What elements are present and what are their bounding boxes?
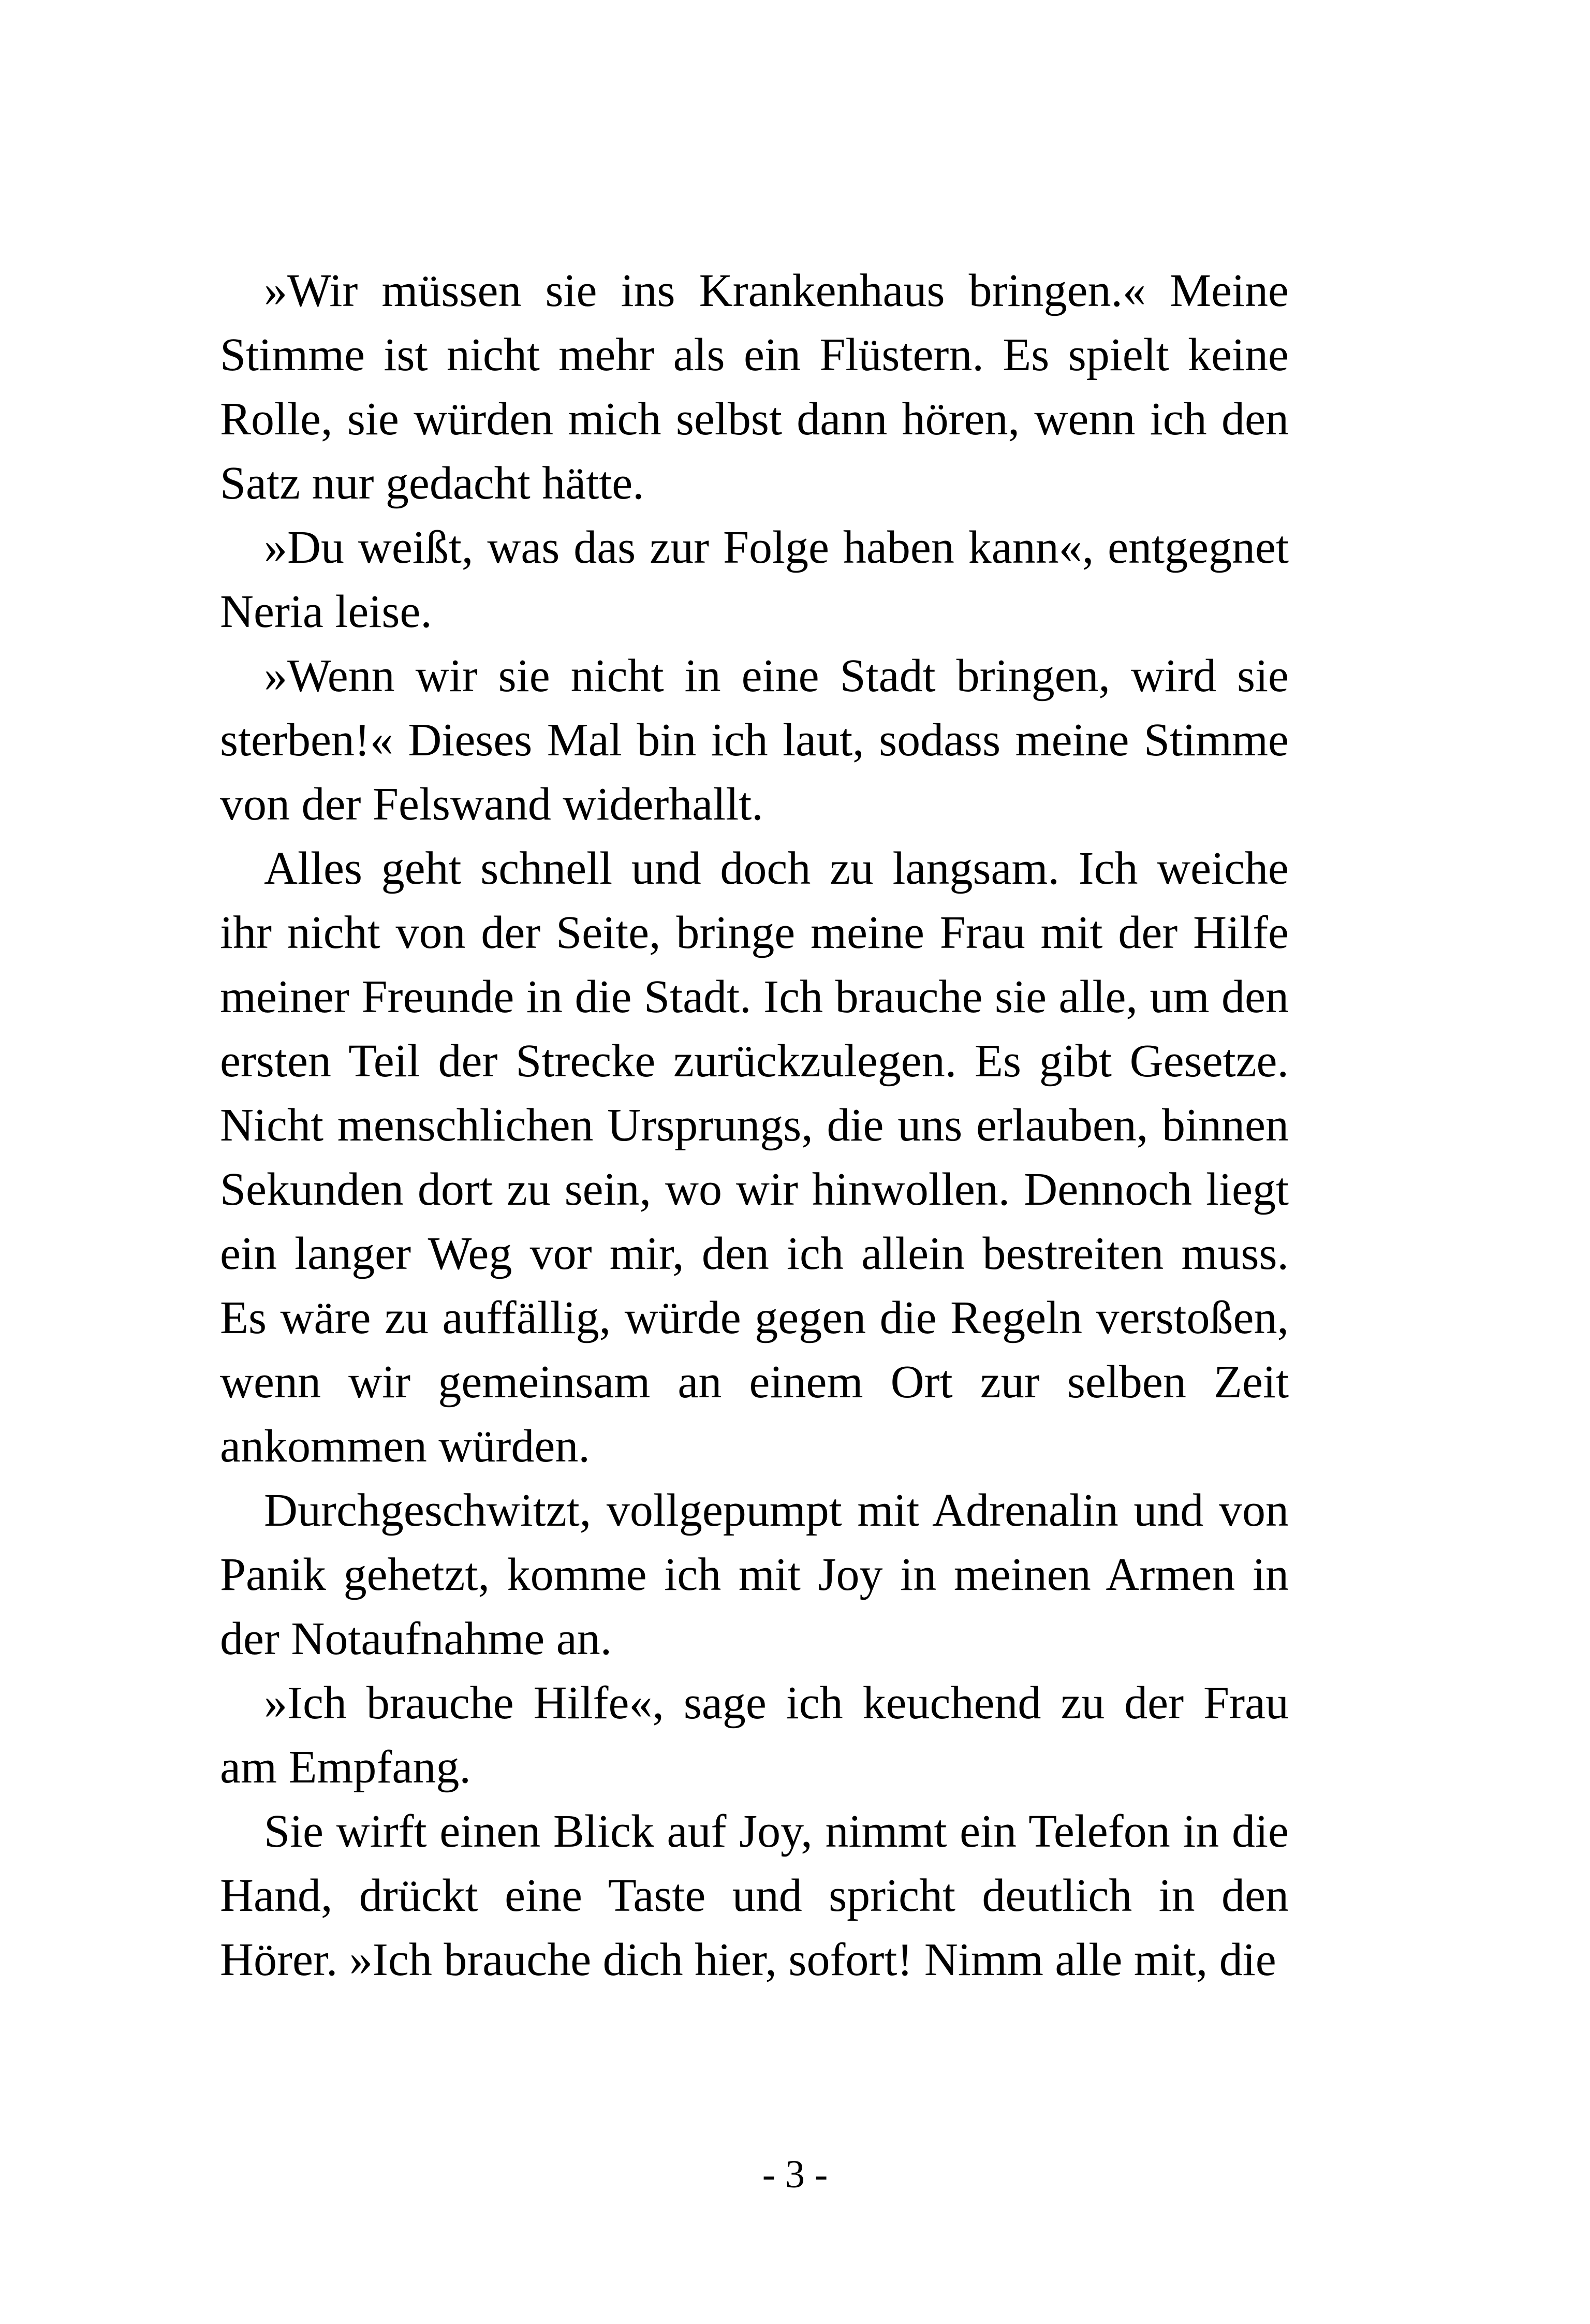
- paragraph-7: Sie wirft einen Blick auf Joy, nimmt ein Telefon in die Hand, drückt eine Taste und spricht deutlich in den Hörer. »Ich brauche dich hier, sofort! Nimm alle mit, die: [220, 1806, 1289, 1985]
- body-text: [220, 259, 1289, 1992]
- paragraph-3: »Wenn wir sie nicht in eine Stadt bringen, wird sie sterben!« Dieses Mal bin ich laut, sodass meine Stimme von der Felswand widerhallt.: [220, 650, 1289, 830]
- page-number: - 3 -: [762, 2153, 828, 2196]
- paragraph-6: »Ich brauche Hilfe«, sage ich keuchend zu der Frau am Empfang.: [220, 1677, 1289, 1793]
- paragraph-1: »Wir müssen sie ins Krankenhaus bringen.« Meine Stimme ist nicht mehr als ein Flüstern. Es spielt keine Rolle, sie würden mich selbst dann hören, wenn ich den Satz nur gedacht hätte.: [220, 265, 1289, 509]
- paragraph-2: »Du weißt, was das zur Folge haben kann«, entgegnet Neria leise.: [220, 522, 1289, 637]
- paragraph-5: Durchgeschwitzt, vollgepumpt mit Adrenalin und von Panik gehetzt, komme ich mit Joy in meinen Armen in der Notaufnahme an.: [220, 1485, 1289, 1664]
- paragraph-4: Alles geht schnell und doch zu langsam. Ich weiche ihr nicht von der Seite, bringe meine Frau mit der Hilfe meiner Freunde in die Stadt. Ich brauche sie alle, um den ersten Teil der Strecke zurückzulegen. Es gibt Gesetze. Nicht menschlichen Ursprungs, die uns erlauben, binnen Sekunden dort zu sein, wo wir hinwollen. Dennoch liegt ein langer Weg vor mir, den ich allein bestreiten muss. Es wäre zu auffällig, würde gegen die Regeln verstoßen, wenn wir gemeinsam an einem Ort zur selben Zeit ankommen würden.: [220, 843, 1289, 1472]
